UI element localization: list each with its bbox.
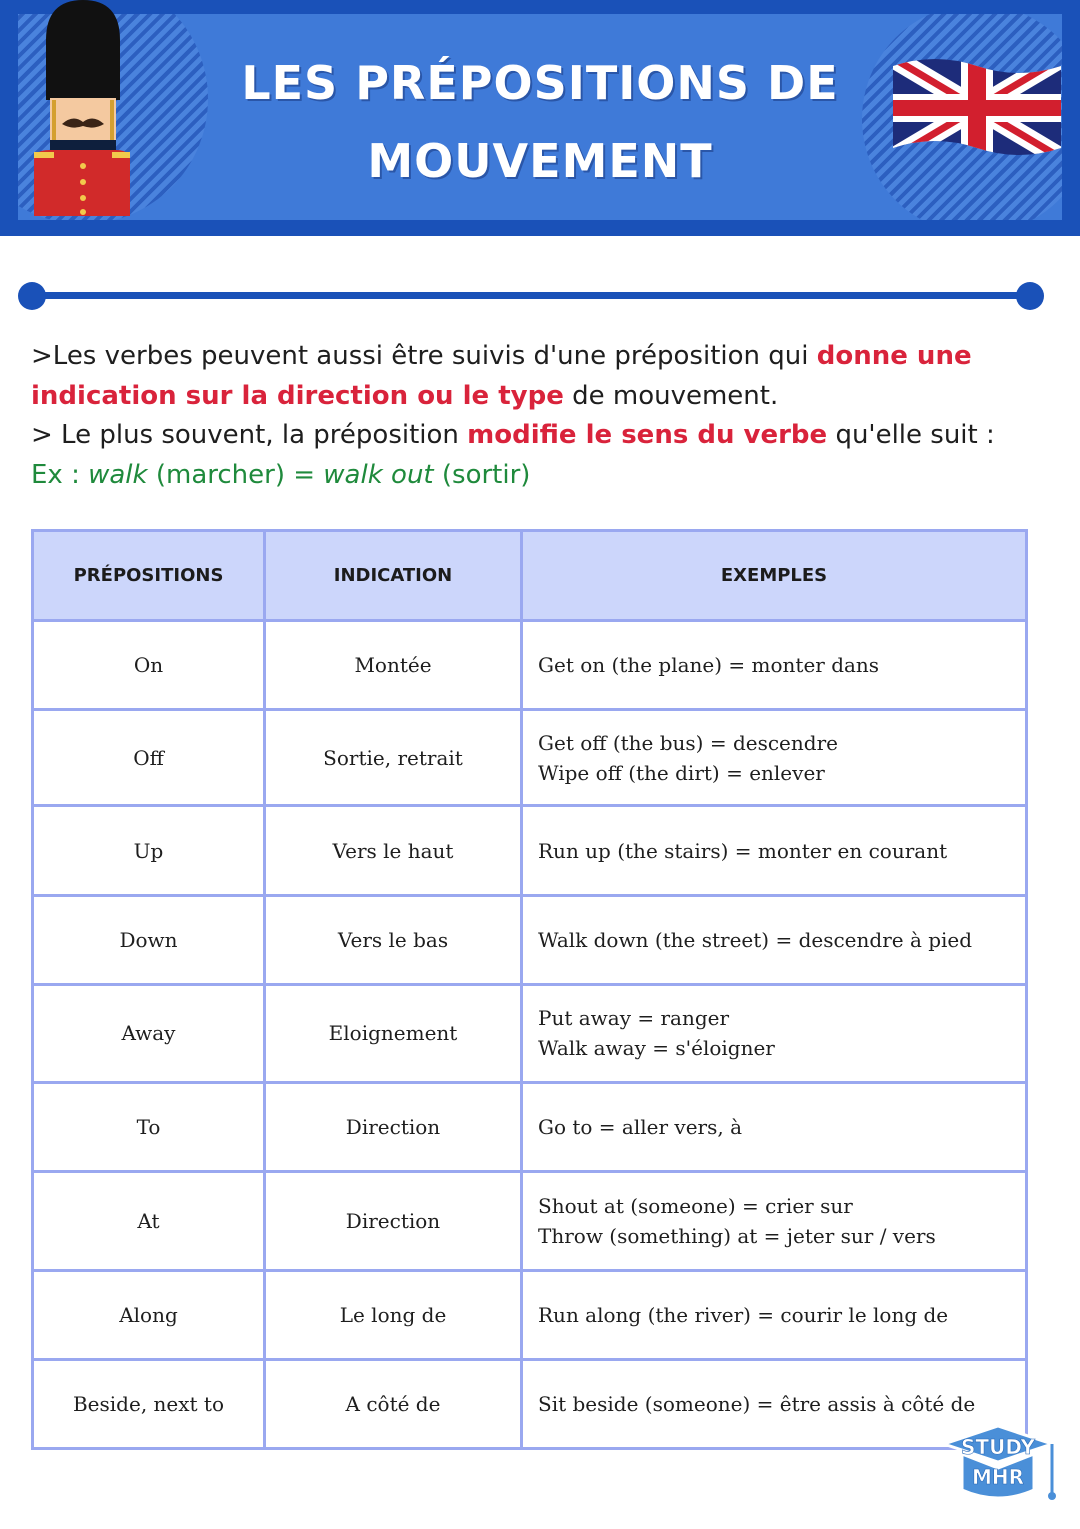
page-title [230,44,850,200]
example-line: Get off (the bus) = descendre [538,730,838,755]
cell-examples [522,1270,1027,1359]
cell-examples [522,621,1027,710]
cell-examples [522,710,1027,806]
cell-preposition: On [33,621,265,710]
table-row [33,1359,1027,1448]
example-line: Run up (the stairs) = monter en courant [538,838,948,863]
intro-p2-text: > Le plus souvent, la préposition [31,420,468,450]
cell-preposition: At [33,1172,265,1270]
cell-preposition: Down [33,895,265,984]
example-line: Walk away = s'éloigner [538,1036,775,1061]
example-line: Walk down (the street) = descendre à pied [538,927,973,952]
cell-preposition: Off [33,710,265,806]
cell-examples [522,895,1027,984]
example-label: Ex : [31,459,89,490]
cell-preposition: Along [33,1270,265,1359]
cell-examples [522,984,1027,1082]
divider-line [32,292,1030,299]
example-line: Throw (something) at = jeter sur / vers [538,1223,936,1248]
page-title-line-2: MOUVEMENT [367,134,713,188]
cell-indication: Sortie, retrait [265,710,522,806]
cell-indication: Montée [265,621,522,710]
intro-p2-highlight: modifie le sens du verbe [467,420,828,450]
cell-examples [522,806,1027,895]
cell-indication: Vers le haut [265,806,522,895]
example-line: Run along (the river) = courir le long de [538,1302,949,1327]
intro-p1-end: de mouvement. [563,380,779,411]
badge-line-2: MHR [971,1465,1025,1489]
table-header-row [33,531,1027,621]
table-row [33,1270,1027,1359]
cell-examples [522,1172,1027,1270]
cell-indication: Direction [265,1083,522,1172]
column-header-prepositions: PRÉPOSITIONS [33,531,265,621]
example-line: Shout at (someone) = crier sur [538,1193,853,1218]
page-title-line-1: LES PRÉPOSITIONS DE [241,56,839,110]
example-phrasal-meaning: (sortir) [433,459,531,490]
table-row [33,710,1027,806]
cell-indication: Direction [265,1172,522,1270]
intro-example [31,456,1041,496]
cell-indication: A côté de [265,1359,522,1448]
cell-preposition: To [33,1083,265,1172]
cell-examples [522,1083,1027,1172]
table-row [33,895,1027,984]
table-row [33,1083,1027,1172]
header-banner [0,0,1080,236]
example-verb: walk [88,459,148,490]
example-line: Wipe off (the dirt) = enlever [538,760,825,785]
cell-indication: Vers le bas [265,895,522,984]
graduation-cap-icon [940,1424,1064,1502]
cell-preposition: Up [33,806,265,895]
cell-preposition: Beside, next to [33,1359,265,1448]
royal-guard-icon [28,0,138,220]
example-phrasal-verb: walk out [323,459,434,490]
divider-dot-left [18,282,46,310]
section-divider [18,280,1044,312]
table-row [33,621,1027,710]
cell-indication: Le long de [265,1270,522,1359]
intro-paragraph-1 [31,337,1041,416]
uk-flag-icon [893,58,1061,158]
table-row [33,1172,1027,1270]
intro-paragraph-2 [31,416,1041,456]
example-meaning: (marcher) = [147,459,324,490]
example-line: Go to = aller vers, à [538,1115,742,1140]
intro-p1-text: >Les verbes peuvent aussi être suivis d'une préposition qui [31,341,817,371]
example-line: Sit beside (someone) = être assis à côté de [538,1391,976,1416]
table-row [33,806,1027,895]
intro-p1-highlight: donne une indication sur la direction ou le type [31,341,972,411]
example-line: Get on (the plane) = monter dans [538,653,880,678]
intro-p2-end: qu'elle suit : [827,420,995,450]
cell-preposition: Away [33,984,265,1082]
column-header-exemples: EXEMPLES [522,531,1027,621]
table-row [33,984,1027,1082]
column-header-indication: INDICATION [265,531,522,621]
example-line: Put away = ranger [538,1006,730,1031]
badge-line-1: STUDY [961,1435,1035,1459]
cell-indication: Eloignement [265,984,522,1082]
prepositions-table [31,529,1028,1450]
intro-text [31,337,1041,495]
divider-dot-right [1016,282,1044,310]
